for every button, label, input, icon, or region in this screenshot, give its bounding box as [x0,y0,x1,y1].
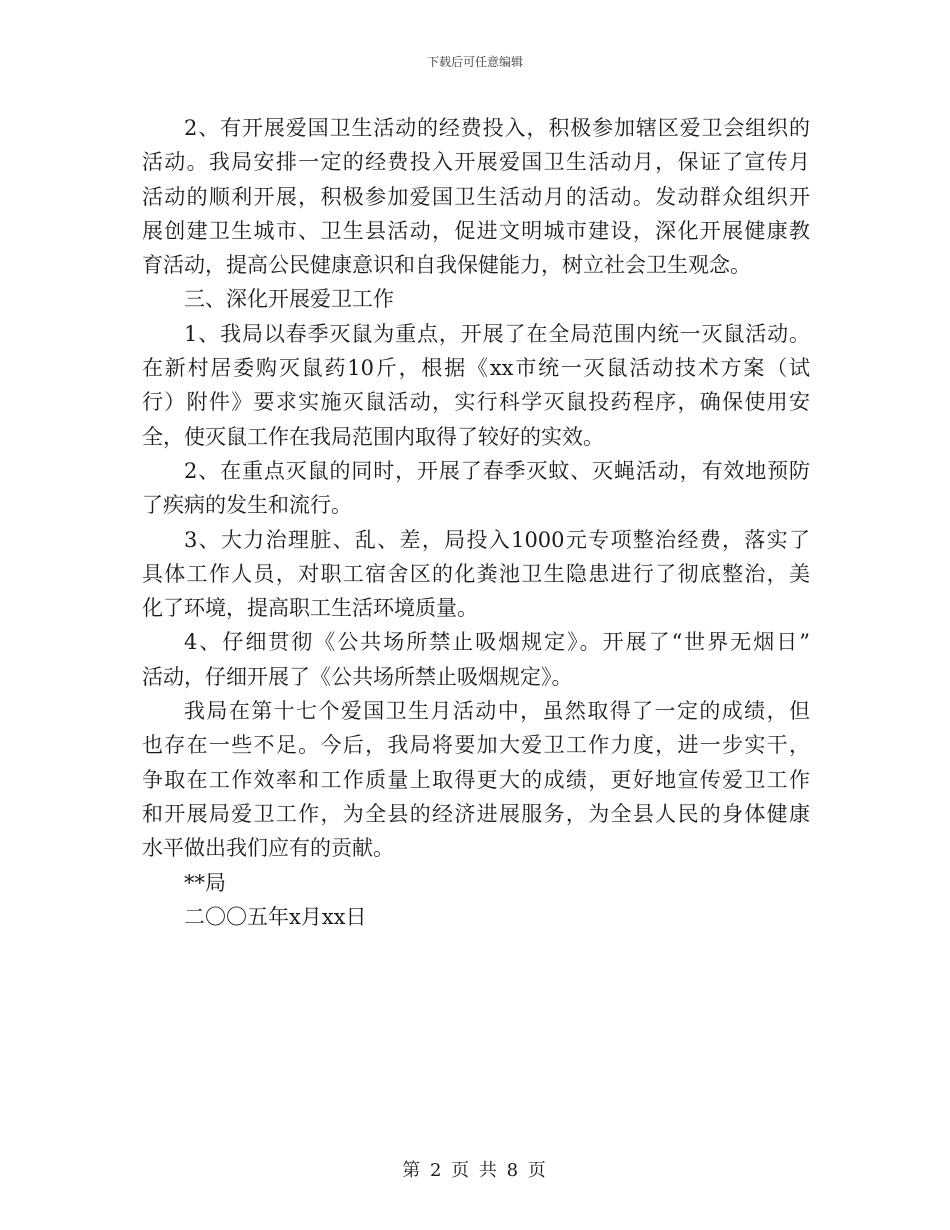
paragraph-line: 育活动，提高公民健康意识和自我保健能力，树立社会卫生观念。 [142,253,751,278]
paragraph-line: 展创建卫生城市、卫生县活动，促进文明城市建设，深化开展健康教 [142,218,810,243]
page-number: 第 2 页 共 8 页 [402,1160,548,1181]
document-body [142,111,810,934]
paragraph-line: 化了环境，提高职工生活环境质量。 [142,596,478,621]
paragraph-line: 4、仔细贯彻《公共场所禁止吸烟规定》。开展了“世界无烟日” [184,630,810,655]
paragraph-line: 行）附件》要求实施灭鼠活动，实行科学灭鼠投药程序，确保使用安 [142,390,810,415]
page-header: 下载后可任意编辑 [426,55,523,69]
paragraph-line: 活动的顺利开展，积极参加爱国卫生活动月的活动。发动群众组织开 [142,184,810,209]
paragraph-line: 争取在工作效率和工作质量上取得更大的成绩，更好地宣传爱卫工作 [142,767,810,792]
paragraph-line: 具体工作人员，对职工宿舍区的化粪池卫生隐患进行了彻底整治，美 [142,561,810,586]
paragraph-line: 2、有开展爱国卫生活动的经费投入，积极参加辖区爱卫会组织的 [184,116,810,140]
section-heading: 三、深化开展爱卫工作 [184,287,394,312]
paragraph-line: 了疾病的发生和流行。 [142,493,352,518]
paragraph-line: 2、在重点灭鼠的同时，开展了春季灭蚊、灭蝇活动，有效地预防 [184,458,810,483]
paragraph-line: 也存在一些不足。今后，我局将要加大爱卫工作力度，进一步实干， [142,733,810,758]
paragraph-line: 3、大力治理脏、乱、差，局投入1000元专项整治经费，落实了 [184,527,810,552]
paragraph-line: 我局在第十七个爱国卫生月活动中，虽然取得了一定的成绩，但 [184,699,810,724]
paragraph-line: 在新村居委购灭鼠药10斤，根据《xx市统一灭鼠活动技术方案（试 [142,356,810,381]
paragraph-line: 活动。我局安排一定的经费投入开展爱国卫生活动月，保证了宣传月 [142,150,810,175]
signature-date: 二〇〇五年x月xx日 [184,904,367,929]
signature-org: **局 [184,870,226,895]
paragraph-line: 活动，仔细开展了《公共场所禁止吸烟规定》。 [142,664,573,689]
paragraph-line: 水平做出我们应有的贡献。 [142,836,394,861]
paragraph-line: 全，使灭鼠工作在我局范围内取得了较好的实效。 [142,424,604,449]
paragraph-line: 1、我局以春季灭鼠为重点，开展了在全局范围内统一灭鼠活动。 [184,321,810,346]
paragraph-line: 和开展局爱卫工作，为全县的经济进展服务，为全县人民的身体健康 [142,801,810,826]
